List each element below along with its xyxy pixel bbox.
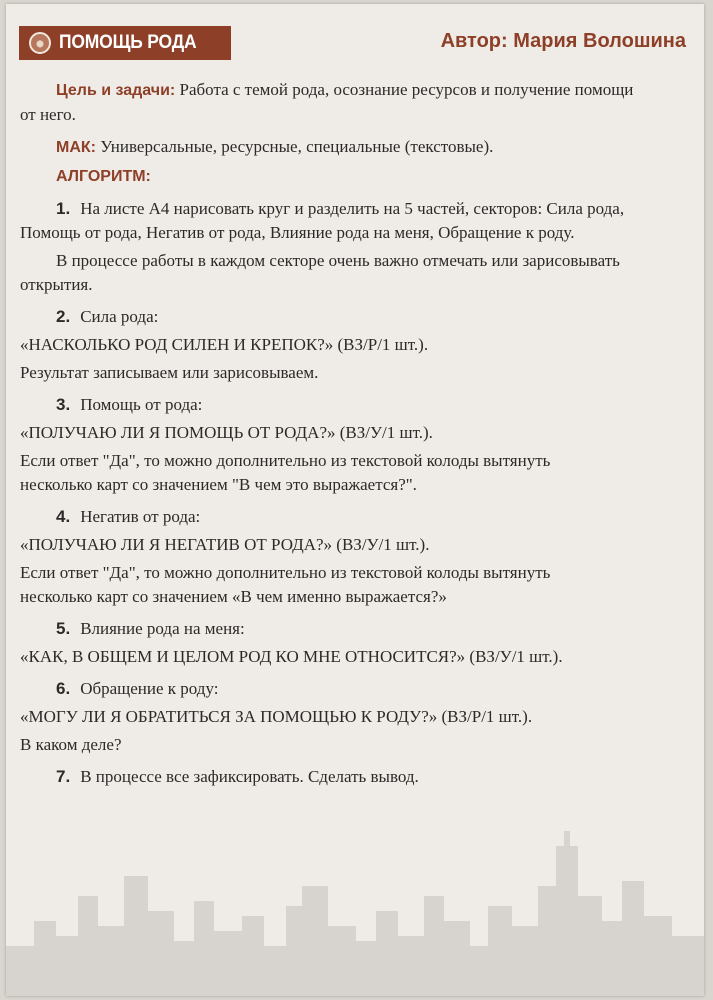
step-3-question: «ПОЛУЧАЮ ЛИ Я ПОМОЩЬ ОТ РОДА?» (ВЗ/У/1 шт.). bbox=[20, 423, 433, 442]
step-7-title: 7. В процессе все зафиксировать. Сделать вывод. bbox=[56, 767, 419, 786]
step-2-note: Результат записываем или зарисовываем. bbox=[20, 363, 319, 382]
step-6-question: «МОГУ ЛИ Я ОБРАТИТЬСЯ ЗА ПОМОЩЬЮ К РОДУ?» (ВЗ/Р/1 шт.). bbox=[20, 707, 533, 726]
goal-label: Цель и задачи: bbox=[56, 82, 176, 99]
step-6-note: В каком деле? bbox=[20, 735, 122, 754]
step-5-number: 5. bbox=[56, 619, 71, 638]
step-3-title: 3. Помощь от рода: bbox=[56, 395, 203, 414]
step-4-note-line1: Если ответ "Да", то можно дополнительно из текстовой колоды вытянуть bbox=[20, 563, 551, 582]
mak-text: Универсальные, ресурсные, специальные (текстовые). bbox=[100, 137, 494, 156]
step-2-title: 2. Сила рода: bbox=[56, 307, 159, 326]
city-skyline-watermark bbox=[6, 826, 704, 996]
mak-paragraph bbox=[20, 135, 684, 160]
step-7-number: 7. bbox=[56, 767, 71, 786]
step-3-note-line1: Если ответ "Да", то можно дополнительно из текстовой колоды вытянуть bbox=[20, 451, 551, 470]
step-5-title: 5. Влияние рода на меня: bbox=[56, 619, 245, 638]
step-1-note-line1: В процессе работы в каждом секторе очень важно отмечать или зарисовывать bbox=[56, 251, 620, 270]
step-1-note-line2: открытия. bbox=[20, 275, 93, 294]
step-2-number: 2. bbox=[56, 307, 71, 326]
page-header bbox=[6, 26, 704, 62]
brand-banner bbox=[19, 26, 231, 60]
document-page bbox=[6, 4, 704, 996]
step-3-number: 3. bbox=[56, 395, 71, 414]
goal-paragraph bbox=[20, 78, 684, 103]
author-name: Автор: Мария Волошина bbox=[440, 30, 686, 52]
algorithm-heading bbox=[20, 164, 684, 189]
step-6-title: 6. Обращение к роду: bbox=[56, 679, 219, 698]
step-4-question: «ПОЛУЧАЮ ЛИ Я НЕГАТИВ ОТ РОДА?» (ВЗ/У/1 шт.). bbox=[20, 535, 430, 554]
document-body bbox=[20, 78, 684, 789]
goal-text-line1: Работа с темой рода, осознание ресурсов и получение помощи bbox=[179, 80, 634, 99]
step-6-number: 6. bbox=[56, 679, 71, 698]
step-5-question: «КАК, В ОБЩЕМ И ЦЕЛОМ РОД КО МНЕ ОТНОСИТСЯ?» (ВЗ/У/1 шт.). bbox=[20, 647, 563, 666]
step-1-number: 1. bbox=[56, 199, 71, 218]
goal-text-line2: от него. bbox=[20, 105, 76, 124]
step-1-line1: 1. На листе А4 нарисовать круг и разделить на 5 частей, секторов: Сила рода, bbox=[56, 199, 625, 218]
step-4-note-line2: несколько карт со значением «В чем именно выражается?» bbox=[20, 587, 447, 606]
algorithm-label: АЛГОРИТМ: bbox=[56, 168, 151, 185]
step-2-question: «НАСКОЛЬКО РОД СИЛЕН И КРЕПОК?» (ВЗ/Р/1 шт.). bbox=[20, 335, 429, 354]
step-1-line2: Помощь от рода, Негатив от рода, Влияние рода на меня, Обращение к роду. bbox=[20, 223, 575, 242]
step-4-number: 4. bbox=[56, 507, 71, 526]
brand-title: ПОМОЩЬ РОДА bbox=[59, 32, 197, 53]
mak-label: МАК: bbox=[56, 139, 96, 156]
step-4-title: 4. Негатив от рода: bbox=[56, 507, 201, 526]
tree-logo-icon bbox=[29, 32, 51, 54]
step-3-note-line2: несколько карт со значением "В чем это выражается?". bbox=[20, 475, 417, 494]
